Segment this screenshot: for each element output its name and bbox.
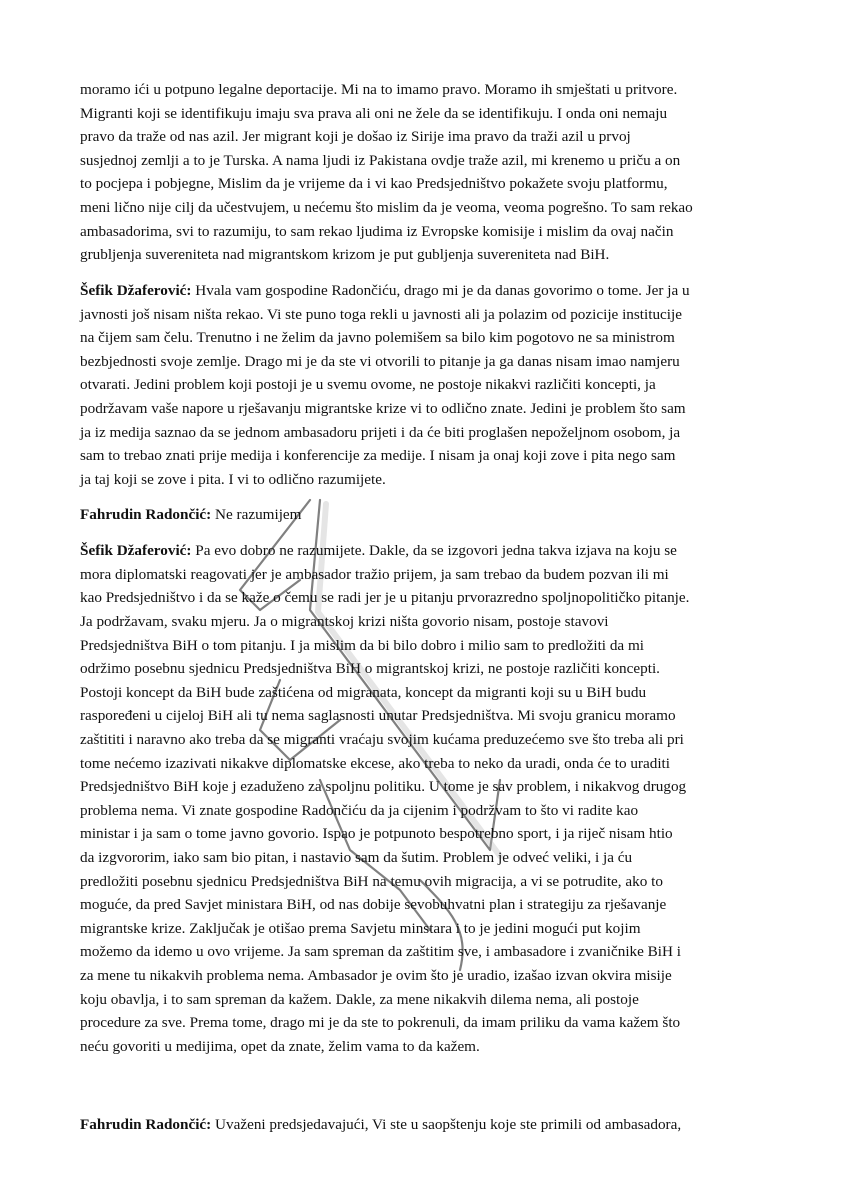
text-line: ambasadorima, svi to razumiju, to sam rekao ljudima iz Evropske komisije i mislim da ovaj način [80,222,674,240]
paragraph-5 [80,1113,770,1137]
line-text: Uvaženi predsjedavajući, Vi ste u saopštenju koje ste primili od ambasadora, [211,1115,682,1133]
text-line [80,539,770,563]
text-line: problema nema. Vi znate gospodine Radončiću da ja cijenim i podržvam to što vi radite kao [80,801,639,819]
text-line: procedure za sve. Prema tome, drago mi je da ste to pokrenuli, da imam priliku da vama kažem što [80,1014,681,1032]
text-line: možemo da idemo u ovo vrijeme. Ja sam spreman da zaštitim sve, i ambasadore i zvaničnike BiH i [80,943,682,961]
text-line: zaštititi i naravno ako treba da se migranti vraćaju svojim kućama preduzećemo sve što treba ali pri [80,731,684,748]
text-line: Ja podržavam, svaku mjeru. Ja o migrantskoj krizi ništa govorio nisam, postoje stavovi [80,613,609,631]
text-line: to pocjepa i pobjegne, Mislim da je vrijeme da i vi kao Predsjedništvo pokažete svoju platformu, [80,175,668,193]
speaker-name: Šefik Džaferović: [80,542,192,560]
paragraph-3 [80,503,770,527]
text-line: pravo da traže od nas azil. Jer migrant koji je došao iz Sirije ima pravo da traži azil u prvoj [80,128,631,146]
text-line [80,1113,770,1137]
text-line: ja taj koji se zove i pita. I vi to odlično razumijete. [80,470,386,488]
paragraph-spacer [80,1071,770,1113]
speaker-name: Fahrudin Radončić: [80,506,212,524]
text-line: susjednoj zemlji a to je Turska. A nama ljudi iz Pakistana ovdje traže azil, mi krenemo u priču a on [80,151,681,169]
speaker-name: Fahrudin Radončić: [80,1115,212,1133]
text-line: ja iz medija saznao da se jednom ambasadoru prijeti i da će biti proglašen nepoželjnom osobom, ja [80,423,681,441]
line-text: Pa evo dobro ne razumijete. Dakle, da se izgovori jedna takva izjava na koju se [191,542,677,560]
text-line: za mene tu nikakvih problema nema. Ambasador je ovim što je uradio, izašao izvan okvira misije [80,966,672,984]
paragraph-4 [80,539,770,1058]
text-line: javnosti još nisam ništa rekao. Vi ste puno toga rekli u javnosti ali ja polazim od pozicije institucije [80,305,682,323]
paragraph-2 [80,279,770,491]
text-line: meni lično nije cilj da učestvujem, u nećemu što mislim da je veoma, veoma pogrešno. To sam rekao [80,198,693,216]
text-line: na čijem sam čelu. Trenutno i ne želim da javno polemišem sa bilo kim pogotovo ne sa ministrom [80,329,675,347]
text-line: moguće, da pred Savjet ministara BiH, od nas dobije sevobuhvatni plan i strategiju za rješavanje [80,896,667,914]
paragraph-1 [80,78,770,267]
document-page [80,78,770,1148]
text-line: podržavam vaše napore u rješavanju migrantske krize vi to odlično znate. Jedini je problem što sam [80,399,686,417]
text-line: predložiti posebnu sjednicu Predsjedništva BiH na temu ovih migracija, a vi se potrudite, ako to [80,872,663,890]
text-line: Predsjedništva BiH o tom pitanju. I ja mislim da bi bilo dobro i milio sam to predložiti da mi [80,636,644,654]
text-line: koju obavlja, i to sam spreman da kažem. Dakle, za mene nikakvih dilema nema, ali postoje [80,990,639,1008]
text-line: mora diplomatski reagovati jer je ambasador tražio prijem, ja sam trebao da budem pozvan ili mi [80,565,669,583]
text-line: kao Predsjedništvo i da se kaže o čemu se radi jer je u pitanju prvorazredno spoljnopolitičko pitanje. [80,589,690,607]
text-line: grubljenja suvereniteta nad migrantskom krizom je put gubljenja suvereniteta nad BiH. [80,246,610,264]
line-text: Ne razumijem [211,506,302,524]
speaker-name: Šefik Džaferović: [80,281,192,299]
text-line: održimo posebnu sjednicu Predsjedništva BiH o migrantskoj krizi, ne postoje različiti koncepti. [80,660,660,678]
text-line: ministar i ja sam o tome javno govorio. Ispao je potpunoto bespotrebno sport, i ja riječ nisam htio [80,825,673,843]
text-line: moramo ići u potpuno legalne deportacije. Mi na to imamo pravo. Moramo ih smještati u pritvore. [80,81,678,98]
text-line: otvarati. Jedini problem koji postoji je u svemu ovome, ne postoje nikakvi različiti koncepti, ja [80,376,656,394]
text-line [80,279,770,303]
text-line: Predsjedništvo BiH koje j ezaduženo za spoljnu politiku. U tome je sav problem, i nikakvog drugog [80,778,687,796]
text-line: Migranti koji se identifikuju imaju sva prava ali oni ne žele da se identifikuju. I onda oni nemaju [80,104,668,122]
line-text: Hvala vam gospodine Radončiću, drago mi je da danas govorimo o tome. Jer ja u [191,281,690,299]
text-line: tome nećemo izazivati nikakve diplomatske ekcese, ako treba to neko da uradi, onda će to uraditi [80,754,670,772]
text-line: neću govoriti u medijima, opet da znate, želim vama to da kažem. [80,1037,480,1055]
text-line: migrantske krize. Zaključak je otišao prema Savjetu minstara i to je jedini mogući put kojim [80,919,641,937]
text-line: Postoji koncept da BiH bude zaštićena od migranata, koncept da migranti koji su u BiH budu [80,683,647,701]
text-line: bezbjednosti svoje zemlje. Drago mi je da ste vi otvorili to pitanje ja ga danas nisam imao namjeru [80,352,680,370]
text-line: da izgvororim, iako sam bio pitan, i nastavio sam da šutim. Problem je odveć veliki, i ja ću [80,848,633,866]
text-line [80,503,770,527]
text-line: sam to trebao znati prije medija i konferencije za medije. I nisam ja onaj koji zove i pita nego sam [80,447,676,465]
text-line: raspoređeni u cijeloj BiH ali tu nema saglasnosti unutar Predsjedništva. Mi svoju granicu moramo [80,707,676,725]
